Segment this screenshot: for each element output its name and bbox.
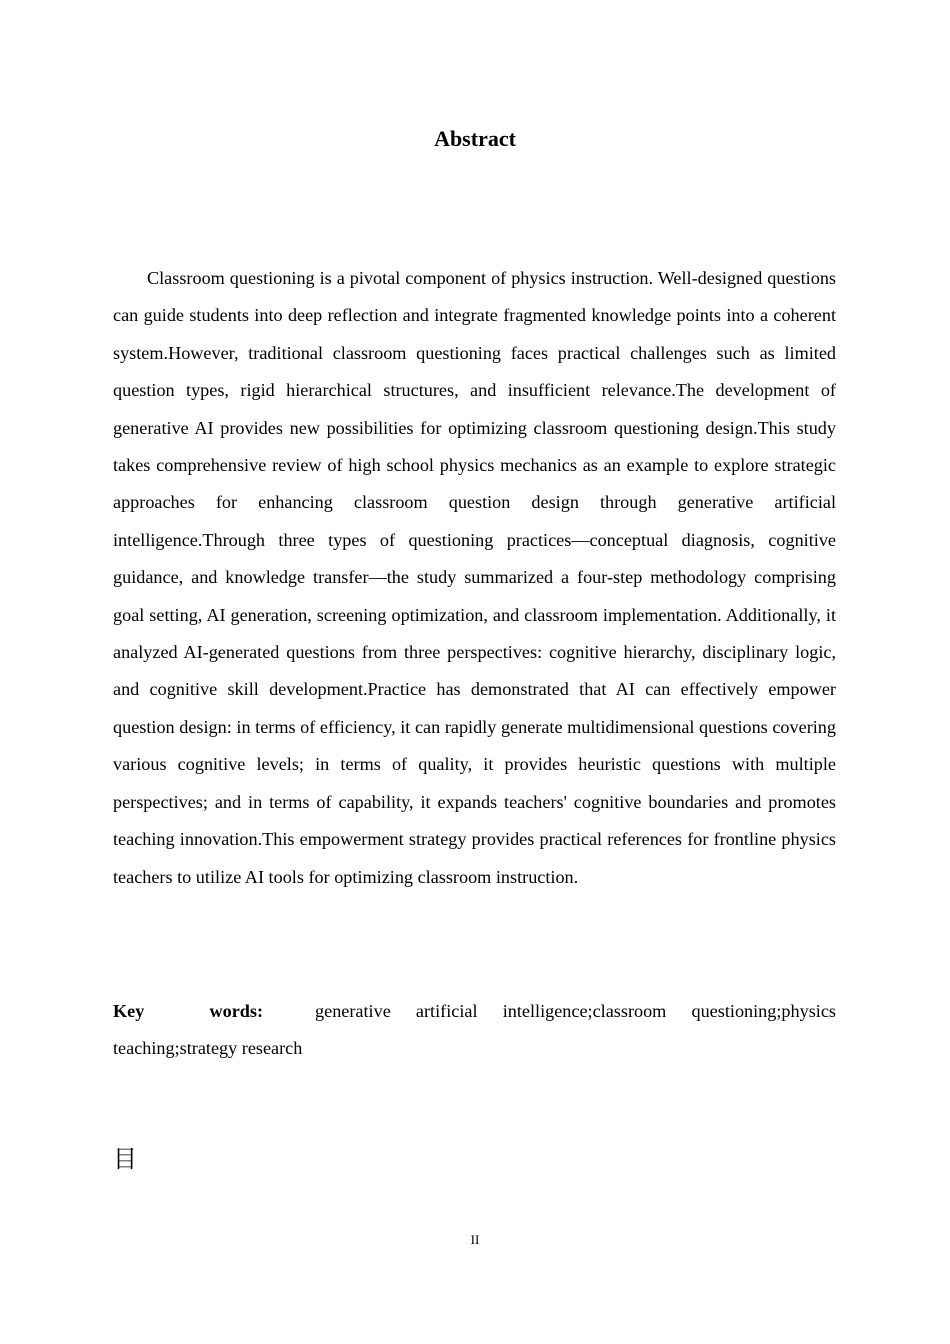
abstract-title: Abstract xyxy=(434,126,516,151)
table-of-contents-heading: 目 xyxy=(113,1145,137,1173)
keywords-text: generative artificial intelligence;classroom questioning;physics teaching;strategy research xyxy=(113,1001,836,1059)
keywords-label: Key words: xyxy=(113,1001,264,1021)
keywords-paragraph xyxy=(113,993,836,1068)
abstract-paragraph: Classroom questioning is a pivotal component of physics instruction. Well-designed questions can guide students into deep reflection and integrate fragmented knowledge points into a coherent system.However, traditional classroom questioning faces practical challenges such as limited question types, rigid hierarchical structures, and insufficient relevance.The development of generative AI provides new possibilities for optimizing classroom questioning design.This study takes comprehensive review of high school physics mechanics as an example to explore strategic approaches for enhancing classroom question design through generative artificial intelligence.Through three types of questioning practices—conceptual diagnosis, cognitive guidance, and knowledge transfer—the study summarized a four-step methodology comprising goal setting, AI generation, screening optimization, and classroom implementation. Additionally, it analyzed AI-generated questions from three perspectives: cognitive hierarchy, disciplinary logic, and cognitive skill development.Practice has demonstrated that AI can effectively empower question design: in terms of efficiency, it can rapidly generate multidimensional questions covering various cognitive levels; in terms of quality, it provides heuristic questions with multiple perspectives; and in terms of capability, it expands teachers' cognitive boundaries and promotes teaching innovation.This empowerment strategy provides practical references for frontline physics teachers to utilize AI tools for optimizing classroom instruction. xyxy=(113,268,836,887)
page-number: II xyxy=(470,1232,480,1247)
